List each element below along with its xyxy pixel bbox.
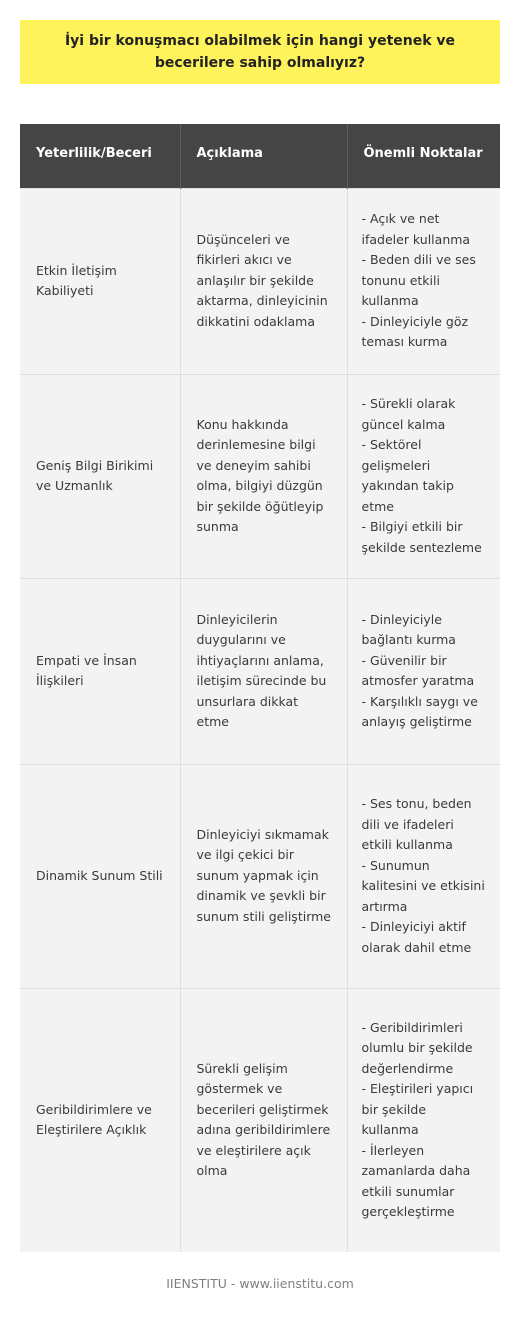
- skill-cell: Empati ve İnsan İlişkileri: [20, 578, 180, 764]
- skills-table: [20, 124, 500, 1252]
- key-points-cell: - Açık ve net ifadeler kullanma - Beden dili ve ses tonunu etkili kullanma - Dinleyiciyle göz teması kurma: [347, 188, 500, 374]
- header-skill: Yeterlilik/Beceri: [20, 124, 180, 188]
- header-description: Açıklama: [180, 124, 347, 188]
- description-cell: Dinleyiciyi sıkmamak ve ilgi çekici bir sunum yapmak için dinamik ve şevkli bir sunum stili geliştirme: [180, 764, 347, 988]
- skill-cell: Etkin İletişim Kabiliyeti: [20, 188, 180, 374]
- key-points-cell: - Geribildirimleri olumlu bir şekilde değerlendirme - Eleştirileri yapıcı bir şekilde kullanma - İlerleyen zamanlarda daha etkili sunumlar gerçekleştirme: [347, 988, 500, 1252]
- table-row: [20, 188, 500, 374]
- description-cell: Dinleyicilerin duygularını ve ihtiyaçlarını anlama, iletişim sürecinde bu unsurlara dikkat etme: [180, 578, 347, 764]
- key-points-cell: - Ses tonu, beden dili ve ifadeleri etkili kullanma - Sunumun kalitesini ve etkisini artırma - Dinleyiciyi aktif olarak dahil etme: [347, 764, 500, 988]
- table-row: [20, 764, 500, 988]
- page-title: İyi bir konuşmacı olabilmek için hangi yetenek ve becerilere sahip olmalıyız?: [64, 33, 456, 71]
- skill-cell: Geribildirimlere ve Eleştirilere Açıklık: [20, 988, 180, 1252]
- key-points-cell: - Dinleyiciyle bağlantı kurma - Güvenilir bir atmosfer yaratma - Karşılıklı saygı ve anlayış geliştirme: [347, 578, 500, 764]
- table-row: [20, 374, 500, 578]
- skill-cell: Dinamik Sunum Stili: [20, 764, 180, 988]
- title-banner: [20, 20, 500, 84]
- table-row: [20, 578, 500, 764]
- description-cell: Düşünceleri ve fikirleri akıcı ve anlaşılır bir şekilde aktarma, dinleyicinin dikkatini odaklama: [180, 188, 347, 374]
- description-cell: Konu hakkında derinlemesine bilgi ve deneyim sahibi olma, bilgiyi düzgün bir şekilde öğütleyip sunma: [180, 374, 347, 578]
- skill-cell: Geniş Bilgi Birikimi ve Uzmanlık: [20, 374, 180, 578]
- header-key-points: Önemli Noktalar: [347, 124, 500, 188]
- footer-credit: IIENSTITU - www.iienstitu.com: [166, 1276, 354, 1291]
- table-header-row: [20, 124, 500, 188]
- description-cell: Sürekli gelişim göstermek ve becerileri geliştirmek adına geribildirimlere ve eleştirilere açık olma: [180, 988, 347, 1252]
- table-row: [20, 988, 500, 1252]
- key-points-cell: - Sürekli olarak güncel kalma - Sektörel gelişmeleri yakından takip etme - Bilgiyi etkili bir şekilde sentezleme: [347, 374, 500, 578]
